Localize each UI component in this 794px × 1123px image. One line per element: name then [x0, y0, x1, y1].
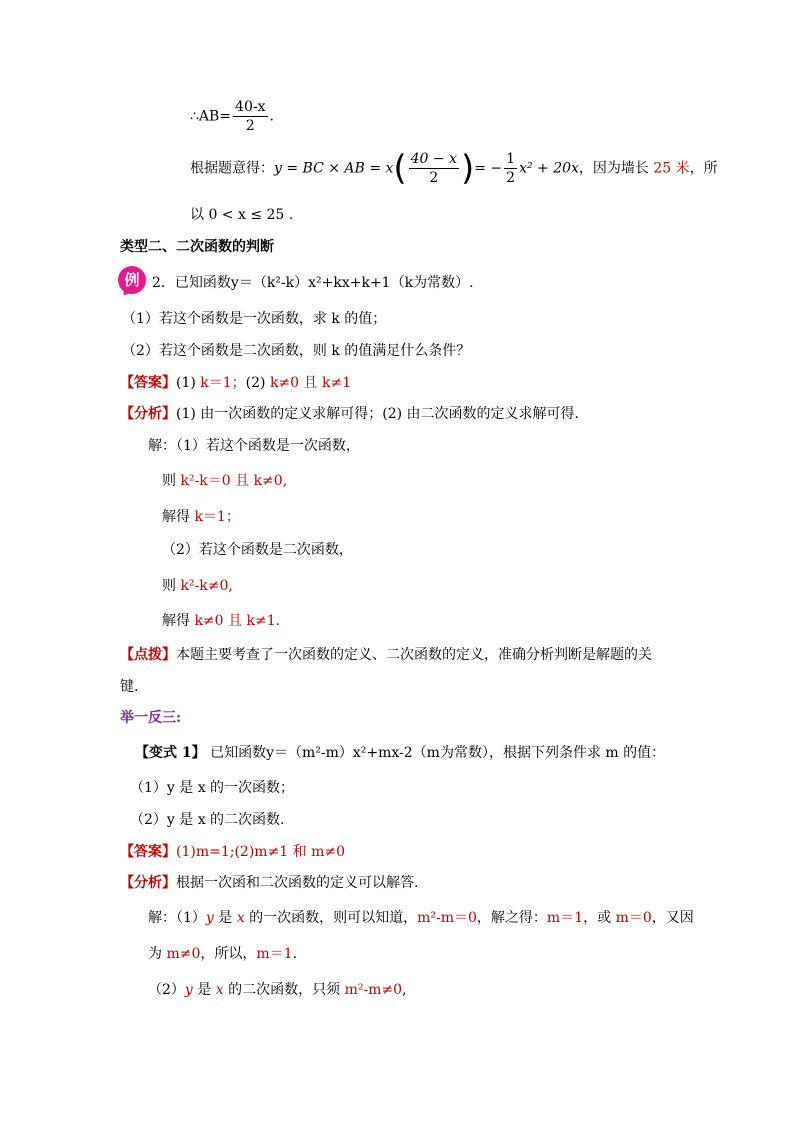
answer-value: k≠0 且 k≠1 [269, 375, 352, 391]
solution-text: ，所以， [200, 946, 257, 962]
analysis-text: (1) 由一次函数的定义求解可得；(2) 由二次函数的定义求解可得. [176, 406, 580, 422]
example-question-2: （2）若这个函数是二次函数，则 k 的值满足什么条件？ [122, 343, 471, 359]
analysis-label: 【分析】 [120, 406, 176, 422]
solution-text: ，又因 [651, 910, 694, 926]
solution-math: m＝1 [256, 946, 293, 962]
tip-line-1 [120, 645, 652, 665]
variant-question-2: （2）y 是 x 的二次函数. [130, 812, 285, 828]
solution-text: 则 [162, 473, 181, 489]
variant-label: 【变式 1】 [135, 745, 206, 761]
tip-label: 【点拨】 [120, 647, 176, 663]
right-paren: ) [460, 148, 475, 189]
half-fraction [504, 150, 517, 187]
solution-math: y [184, 982, 193, 998]
practice-heading: 举一反三: [120, 710, 182, 726]
example-analysis [120, 404, 579, 424]
half-numerator: 1 [506, 151, 516, 167]
answer-value: k＝1； [200, 375, 246, 391]
solution-text: 是 [192, 982, 216, 998]
equation-mid: = − [474, 160, 503, 177]
solution-math: k²-k≠0, [180, 578, 233, 594]
solution-math: x [236, 910, 245, 926]
wall-text-end: ，所 [689, 160, 718, 177]
example-question-1: （1）若这个函数是一次函数，求 k 的值； [122, 311, 387, 327]
variant-analysis [120, 873, 418, 893]
solution-text: 则 [162, 578, 181, 594]
tip-text: 本题主要考查了一次函数的定义、二次函数的定义，准确分析判断是解题的关 [176, 647, 652, 663]
equation-denominator: 2 [429, 170, 439, 186]
answer-label: 【答案】 [120, 844, 176, 860]
example-stem: 2．已知函数y＝（k²-k）x²+kx+k+1（k为常数）. [152, 275, 474, 291]
variant-solution-1 [148, 908, 694, 928]
solution-text: 的二次函数，只须 [223, 982, 345, 998]
solution-math: m²-m＝0 [417, 910, 477, 926]
answer-part: (1) [176, 375, 201, 391]
variant-solution-2 [148, 944, 297, 964]
equation-fraction [409, 150, 459, 187]
solution-math: m＝1 [546, 910, 584, 926]
solution-line-4: （2）若这个函数是二次函数， [162, 542, 353, 558]
solution-text: 解得 [162, 509, 195, 525]
solution-math: k＝1； [194, 509, 240, 525]
solution-math: m²-m≠0 [344, 982, 403, 998]
wall-value: 25 米 [653, 160, 690, 177]
ab-numerator: 40-x [235, 99, 266, 115]
solution-math: y [205, 910, 214, 926]
variant-answer [120, 842, 345, 862]
basis-label: 根据题意得： [190, 160, 274, 177]
solution-text: ，或 [583, 910, 616, 926]
tip-line-2: 键. [120, 679, 139, 695]
solution-text: 是 [213, 910, 237, 926]
solution-math: k²-k＝0 且 k≠0, [180, 473, 288, 489]
equation-line [190, 150, 718, 187]
answer-part: (2) [245, 375, 270, 391]
solution-line-3 [162, 507, 240, 527]
answer-value: (1)m=1;(2)m≠1 和 m≠0 [176, 844, 346, 860]
ab-expression [190, 98, 274, 135]
solution-text: 的一次函数，则可以知道， [244, 910, 418, 926]
equation-rest: x² + 20x [519, 160, 579, 177]
analysis-label: 【分析】 [120, 875, 176, 891]
ab-end: . [269, 108, 274, 125]
ab-denominator: 2 [245, 118, 255, 134]
ab-fraction [233, 98, 267, 135]
solution-math: k≠0 且 k≠1. [194, 613, 281, 629]
variant-stem [135, 743, 665, 763]
solution-text: （2） [148, 982, 185, 998]
solution-line-6 [162, 611, 280, 631]
solution-text: , [402, 982, 407, 998]
equation-lhs: y = BC × AB = x [274, 160, 394, 177]
solution-text: 解得 [162, 613, 195, 629]
answer-label: 【答案】 [120, 375, 176, 391]
solution-line-2 [162, 471, 287, 491]
solution-math: x [215, 982, 224, 998]
solution-line-5 [162, 576, 233, 596]
solution-text: ，解之得： [476, 910, 547, 926]
section-heading: 类型二、二次函数的判断 [120, 239, 274, 255]
variant-text: 已知函数y＝（m²-m）x²+mx-2（m为常数），根据下列条件求 m 的值： [205, 745, 666, 761]
variant-solution-3 [148, 980, 407, 1000]
equation-numerator: 40 − x [410, 151, 457, 167]
solution-text: . [292, 946, 298, 962]
left-paren: ( [393, 148, 407, 189]
solution-text: 为 [148, 946, 167, 962]
solution-math: m＝0 [615, 910, 652, 926]
range-line: 以 0 < x ≤ 25 . [190, 207, 294, 223]
half-denominator: 2 [506, 170, 516, 186]
solution-line-1: 解：（1）若这个函数是一次函数， [148, 438, 360, 454]
analysis-text: 根据一次函和二次函数的定义可以解答. [176, 875, 419, 891]
variant-question-1: （1）y 是 x 的一次函数； [130, 780, 295, 796]
solution-math: m≠0 [166, 946, 201, 962]
example-badge: 例 [118, 266, 146, 294]
solution-text: 解：（1） [148, 910, 206, 926]
example-answer [120, 373, 351, 393]
wall-text: ，因为墙长 [578, 160, 654, 177]
ab-prefix: ∴AB= [190, 108, 232, 125]
